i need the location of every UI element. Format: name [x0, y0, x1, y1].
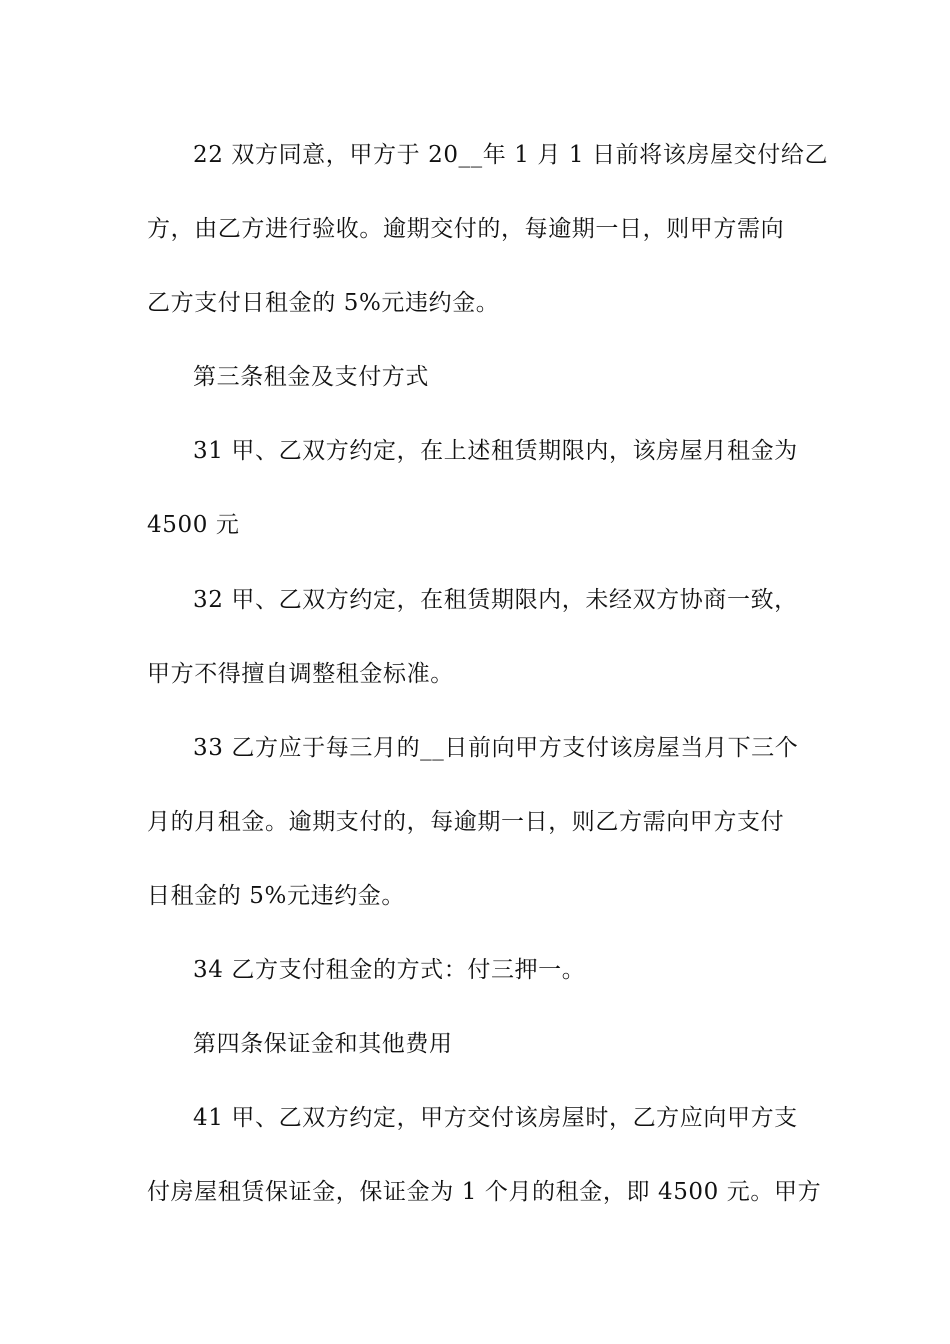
clause-4-1-line-2: 付房屋租赁保证金，保证金为 1 个月的租金，即 4500 元。甲方 [147, 1179, 822, 1205]
clause-2-2-line-3: 乙方支付日租金的 5%元违约金。 [147, 290, 500, 316]
section-heading-article-3: 第三条租金及支付方式 [193, 364, 429, 390]
clause-3-2-line-1: 32 甲、乙双方约定，在租赁期限内，未经双方协商一致， [193, 587, 798, 613]
clause-2-2-line-1: 22 双方同意，甲方于 20__年 1 月 1 日前将该房屋交付给乙 [193, 142, 829, 168]
clause-3-3-line-1: 33 乙方应于每三月的__日前向甲方支付该房屋当月下三个 [193, 735, 799, 761]
clause-3-4-line-1: 34 乙方支付租金的方式：付三押一。 [193, 957, 586, 983]
clause-4-1-line-1: 41 甲、乙双方约定，甲方交付该房屋时，乙方应向甲方支 [193, 1105, 798, 1131]
clause-3-3-line-2: 月的月租金。逾期支付的，每逾期一日，则乙方需向甲方支付 [147, 809, 785, 835]
clause-2-2-line-2: 方，由乙方进行验收。逾期交付的，每逾期一日，则甲方需向 [147, 216, 785, 242]
clause-3-2-line-2: 甲方不得擅自调整租金标准。 [147, 661, 454, 687]
clause-3-3-line-3: 日租金的 5%元违约金。 [147, 883, 405, 909]
clause-3-1-line-2: 4500 元 [147, 512, 240, 538]
clause-3-1-line-1: 31 甲、乙双方约定，在上述租赁期限内，该房屋月租金为 [193, 438, 798, 464]
section-heading-article-4: 第四条保证金和其他费用 [193, 1031, 453, 1057]
